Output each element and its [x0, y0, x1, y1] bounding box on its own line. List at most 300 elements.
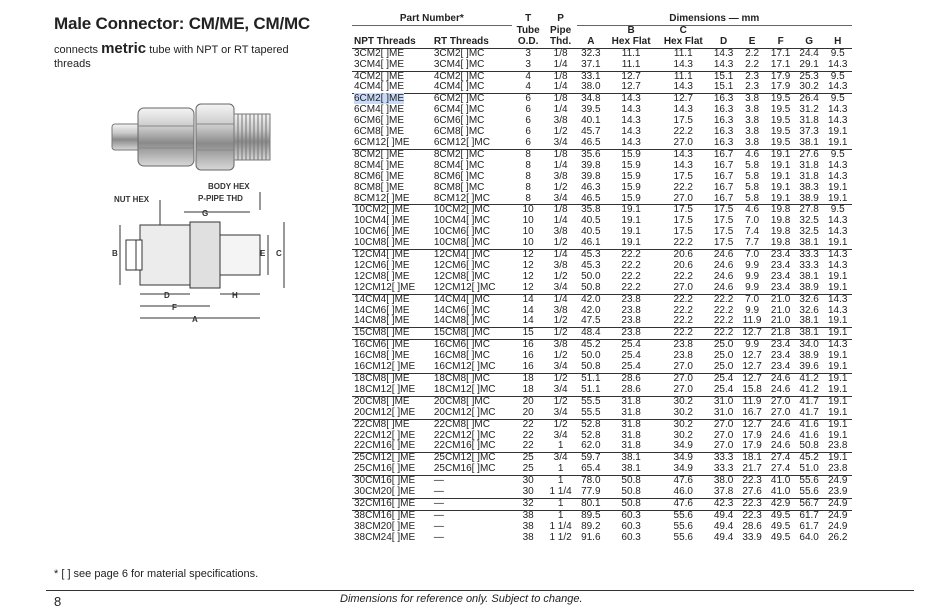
- cell-npt-text: 8CM12[ ]ME: [354, 192, 410, 204]
- cell-a-text: 35.8: [581, 204, 601, 216]
- cell-p-text: 1/2: [553, 270, 568, 282]
- cell-c: [657, 138, 709, 149]
- cell-h-text: 26.2: [827, 531, 848, 543]
- cell-g: [795, 441, 824, 452]
- cell-a: [577, 328, 606, 340]
- cell-p-text: 3/4: [553, 383, 568, 395]
- cell-t: [512, 487, 545, 498]
- cell-g-text: 41.2: [799, 373, 819, 384]
- cell-b-text: 28.6: [621, 373, 641, 384]
- cell-d-text: 31.0: [713, 395, 734, 407]
- cell-e-text: 28.6: [742, 520, 762, 532]
- cell-e-text: 9.9: [745, 304, 760, 316]
- cell-e-text: 5.8: [745, 159, 760, 171]
- cell-p-text: 1/2: [553, 395, 568, 407]
- cell-e-text: 9.9: [745, 259, 760, 271]
- cell-a-text: 89.2: [581, 520, 601, 532]
- cell-p-text: 3/8: [553, 339, 568, 351]
- cell-npt: [352, 328, 432, 340]
- cell-a: [577, 498, 606, 510]
- cell-c: [657, 82, 709, 93]
- cell-h: [823, 194, 852, 205]
- subtitle-prefix: connects: [54, 44, 99, 56]
- cell-f: [766, 385, 795, 396]
- cell-f-text: 17.1: [770, 58, 791, 70]
- cell-d-text: 17.5: [713, 215, 734, 227]
- cell-f: [766, 487, 795, 498]
- cell-p-text: 1/2: [553, 373, 568, 384]
- label-h: H: [232, 291, 238, 300]
- cell-d: [709, 441, 738, 452]
- cell-f-text: 21.0: [770, 304, 791, 316]
- cell-rt: [432, 283, 512, 294]
- cell-a-text: 39.8: [581, 170, 601, 182]
- cell-d-text: 15.1: [713, 81, 734, 93]
- cell-d: [709, 385, 738, 396]
- cell-g: [795, 385, 824, 396]
- cell-t-text: 8: [525, 148, 531, 160]
- cell-d-text: 25.0: [713, 361, 734, 373]
- cell-b-text: 12.7: [621, 81, 641, 93]
- cell-a-text: 42.0: [581, 293, 601, 305]
- cell-rt: [432, 60, 512, 71]
- cell-h-text: 19.1: [827, 126, 848, 138]
- cell-t-text: 16: [522, 350, 534, 362]
- cell-b-text: 50.8: [621, 497, 641, 509]
- cell-e-text: 12.7: [742, 418, 762, 430]
- cell-h-text: 19.1: [827, 136, 848, 148]
- cell-f-text: 23.4: [770, 281, 791, 293]
- cell-a-text: 48.4: [581, 327, 601, 339]
- cell-c: [657, 408, 709, 419]
- cell-b: [605, 283, 657, 294]
- cell-b: [605, 498, 657, 510]
- cell-e: [738, 283, 767, 294]
- cell-e-text: 17.9: [742, 429, 762, 441]
- cell-b-text: 15.9: [621, 170, 641, 182]
- cell-c-text: 22.2: [673, 315, 693, 327]
- cell-f-text: 27.0: [770, 395, 791, 407]
- cell-c-text: 17.5: [673, 115, 693, 127]
- cell-d-text: 17.5: [713, 204, 734, 216]
- cell-a-text: 45.3: [581, 249, 601, 261]
- cell-c-text: 30.2: [673, 418, 693, 430]
- cell-f-text: 19.1: [770, 181, 791, 193]
- cell-g: [795, 498, 824, 510]
- cell-d-text: 16.3: [713, 126, 734, 138]
- cell-a: [577, 60, 606, 71]
- cell-a-text: 42.0: [581, 304, 601, 316]
- cell-d-text: 24.6: [713, 259, 734, 271]
- cell-npt-text: 20CM12[ ]ME: [354, 406, 416, 418]
- cell-f-text: 19.5: [770, 93, 791, 105]
- cell-rt: [432, 238, 512, 249]
- cell-p: [545, 441, 577, 452]
- cell-c-text: 22.2: [673, 181, 693, 193]
- cell-npt-text: 38CM16[ ]ME: [354, 509, 416, 521]
- cell-e-text: 3.8: [745, 115, 760, 127]
- cell-t-text: 16: [522, 339, 534, 351]
- cell-g-text: 45.2: [799, 452, 819, 464]
- cell-f-text: 24.6: [770, 383, 791, 395]
- cell-e-text: 7.0: [745, 215, 760, 227]
- cell-a-text: 35.6: [581, 148, 601, 160]
- cell-rt-text: 16CM8[ ]MC: [433, 350, 490, 362]
- cell-b: [605, 316, 657, 327]
- cell-a-text: 50.8: [581, 281, 601, 293]
- table-row: [352, 194, 852, 205]
- cell-p: [545, 464, 577, 475]
- cell-a-text: 78.0: [581, 475, 601, 487]
- cell-d: [709, 487, 738, 498]
- cell-c-text: 14.3: [673, 104, 693, 116]
- cell-c: [657, 238, 709, 249]
- cell-p-text: 1/4: [553, 159, 568, 171]
- cell-e-text: 12.7: [742, 373, 762, 384]
- cell-h-text: 19.1: [827, 327, 848, 339]
- cell-g-text: 31.8: [799, 115, 819, 127]
- cell-rt-text: —: [433, 475, 444, 487]
- cell-p-text: 1/2: [553, 126, 568, 138]
- cell-f-text: 17.1: [770, 47, 791, 59]
- cell-b: [605, 60, 657, 71]
- cell-npt-text: 6CM6[ ]ME: [354, 115, 405, 127]
- cell-f-text: 24.6: [770, 418, 791, 430]
- cell-b: [605, 408, 657, 419]
- cell-c-text: 30.2: [673, 406, 693, 418]
- cell-t-text: 8: [525, 170, 531, 182]
- cell-npt-text: 16CM8[ ]ME: [354, 350, 410, 362]
- cell-p-text: 1/8: [553, 204, 568, 216]
- cell-f: [766, 408, 795, 419]
- cell-t-text: 3: [525, 47, 531, 59]
- cell-h-text: 19.1: [827, 373, 848, 384]
- cell-t-text: 18: [522, 383, 534, 395]
- cell-t-text: 20: [522, 395, 534, 407]
- cell-b-text: 23.8: [621, 315, 641, 327]
- cell-f: [766, 441, 795, 452]
- cell-g: [795, 238, 824, 249]
- cell-d: [709, 194, 738, 205]
- cell-g-text: 38.9: [799, 350, 819, 362]
- cell-npt-text: 10CM2[ ]ME: [354, 204, 410, 216]
- cell-p-text: 3/8: [553, 304, 568, 316]
- cell-c-text: 30.2: [673, 429, 693, 441]
- cell-b-text: 12.7: [621, 70, 641, 82]
- cell-a: [577, 408, 606, 419]
- cell-f-text: 49.5: [770, 509, 791, 521]
- cell-rt-text: 6CM4[ ]MC: [433, 104, 485, 116]
- cell-f-text: 21.0: [770, 293, 791, 305]
- cell-h-text: 19.1: [827, 429, 848, 441]
- header-part-number: Part Number*: [352, 14, 512, 25]
- cell-npt-text: 38CM24[ ]ME: [354, 531, 416, 543]
- cell-h-text: 14.3: [827, 104, 848, 116]
- cell-d-text: 25.0: [713, 350, 734, 362]
- cell-c-text: 47.6: [673, 497, 693, 509]
- cell-rt: [432, 487, 512, 498]
- col-d: D: [709, 37, 738, 48]
- cell-e-text: 22.3: [742, 475, 762, 487]
- cell-f-text: 17.9: [770, 81, 791, 93]
- cell-rt: [432, 385, 512, 396]
- cell-rt-text: 10CM8[ ]MC: [433, 237, 490, 249]
- cell-c-text: 14.3: [673, 81, 693, 93]
- cell-f-text: 24.6: [770, 373, 791, 384]
- cell-rt: [432, 194, 512, 205]
- cell-t-text: 38: [522, 520, 534, 532]
- cell-c: [657, 194, 709, 205]
- cell-g-text: 24.4: [799, 47, 819, 59]
- cell-e: [738, 316, 767, 327]
- cell-b-text: 14.3: [621, 115, 641, 127]
- cell-p: [545, 316, 577, 327]
- cell-t: [512, 194, 545, 205]
- cell-h-text: 14.3: [827, 304, 848, 316]
- cell-t-text: 14: [522, 304, 534, 316]
- cell-b-text: 22.2: [621, 259, 641, 271]
- cell-d-text: 16.7: [713, 159, 734, 171]
- cell-p-text: 3/8: [553, 259, 568, 271]
- cell-p: [545, 82, 577, 93]
- cell-npt: [352, 533, 432, 544]
- table-row: [352, 283, 852, 294]
- cell-t: [512, 328, 545, 340]
- col-b: Hex Flat: [605, 37, 657, 48]
- cell-a: [577, 238, 606, 249]
- cell-c-text: 34.9: [673, 440, 693, 452]
- cell-rt: [432, 138, 512, 149]
- cell-c-text: 27.0: [673, 383, 693, 395]
- cell-c: [657, 464, 709, 475]
- cell-npt-text: 25CM12[ ]ME: [354, 452, 416, 464]
- cell-g-text: 38.1: [799, 315, 819, 327]
- cell-e-text: 7.0: [745, 293, 760, 305]
- cell-t-text: 12: [522, 249, 534, 261]
- cell-b-text: 22.2: [621, 270, 641, 282]
- cell-f-text: 17.9: [770, 70, 791, 82]
- cell-t-text: 22: [522, 429, 534, 441]
- cell-b: [605, 328, 657, 340]
- cell-c-text: 12.7: [673, 93, 693, 105]
- cell-npt-text: 38CM20[ ]ME: [354, 520, 416, 532]
- cell-c: [657, 328, 709, 340]
- cell-f-text: 49.5: [770, 531, 791, 543]
- cell-p-text: 3/4: [553, 361, 568, 373]
- cell-p-text: 3/4: [553, 192, 568, 204]
- cell-npt-text: 8CM6[ ]ME: [354, 170, 405, 182]
- table-row: [352, 316, 852, 327]
- cell-npt-text: 22CM16[ ]ME: [354, 440, 416, 452]
- cell-e-text: 7.4: [745, 226, 760, 238]
- cell-e-text: 5.8: [745, 192, 760, 204]
- cell-p-text: 1 1/4: [549, 520, 572, 532]
- cell-t: [512, 82, 545, 93]
- cell-c: [657, 498, 709, 510]
- cell-t-text: 10: [522, 215, 534, 227]
- cell-g: [795, 138, 824, 149]
- table-row: [352, 138, 852, 149]
- cell-c-text: 23.8: [673, 339, 693, 351]
- cell-a-text: 33.1: [581, 70, 601, 82]
- cell-e-text: 7.0: [745, 249, 760, 261]
- cell-e: [738, 60, 767, 71]
- cell-h: [823, 487, 852, 498]
- cell-c: [657, 316, 709, 327]
- col-g: G: [795, 37, 824, 48]
- cell-a: [577, 385, 606, 396]
- cell-g-text: 30.2: [799, 81, 819, 93]
- cell-g-text: 29.1: [799, 58, 819, 70]
- cell-c-text: 46.0: [673, 486, 693, 498]
- cell-g-text: 33.3: [799, 249, 819, 261]
- label-nut-hex: NUT HEX: [114, 195, 150, 204]
- cell-g-text: 41.2: [799, 383, 819, 395]
- cell-a-text: 46.3: [581, 181, 601, 193]
- cell-a-text: 47.5: [581, 315, 601, 327]
- cell-t: [512, 441, 545, 452]
- cell-d: [709, 533, 738, 544]
- left-panel: [54, 14, 344, 71]
- cell-p-text: 1/2: [553, 315, 568, 327]
- cell-d-text: 49.4: [713, 509, 734, 521]
- cell-g: [795, 533, 824, 544]
- cell-p-text: 1/4: [553, 81, 568, 93]
- cell-b-text: 15.9: [621, 159, 641, 171]
- cell-rt: [432, 82, 512, 93]
- cell-a-text: 55.5: [581, 395, 601, 407]
- cell-h-text: 9.5: [830, 93, 845, 105]
- cell-e-text: 2.2: [745, 58, 760, 70]
- cell-d: [709, 362, 738, 373]
- cell-f-text: 27.0: [770, 406, 791, 418]
- cell-h-text: 14.3: [827, 58, 848, 70]
- cell-d-text: 16.3: [713, 93, 734, 105]
- cell-p-text: 3/4: [553, 281, 568, 293]
- cell-p: [545, 498, 577, 510]
- cell-f: [766, 60, 795, 71]
- cell-npt: [352, 238, 432, 249]
- cell-c: [657, 385, 709, 396]
- cell-p-text: 1: [557, 497, 564, 509]
- cell-a-text: 65.4: [581, 463, 601, 475]
- cell-p-text: 1/2: [553, 418, 568, 430]
- cell-b-text: 15.9: [621, 181, 641, 193]
- cell-t-text: 12: [522, 281, 534, 293]
- header-row-2: [352, 25, 852, 36]
- cell-p-text: 1/4: [553, 293, 568, 305]
- cell-rt-text: 8CM4[ ]MC: [433, 159, 485, 171]
- cell-c-text: 22.2: [673, 237, 693, 249]
- cell-b-text: 60.3: [621, 509, 641, 521]
- cell-rt-text: 16CM6[ ]MC: [433, 339, 490, 351]
- cell-p-text: 3/8: [553, 170, 568, 182]
- cell-c-text: 55.6: [673, 509, 693, 521]
- cell-t-text: 15: [522, 327, 534, 339]
- cell-c-text: 27.0: [673, 192, 693, 204]
- cell-p: [545, 138, 577, 149]
- cell-d-text: 16.3: [713, 115, 734, 127]
- cell-g: [795, 464, 824, 475]
- cell-b-text: 38.1: [621, 452, 641, 464]
- cell-a: [577, 487, 606, 498]
- cell-npt-text: 10CM8[ ]ME: [354, 237, 410, 249]
- cell-rt-text: 4CM4[ ]MC: [433, 81, 485, 93]
- table-row: [352, 385, 852, 396]
- cell-a: [577, 82, 606, 93]
- cell-c-text: 34.9: [673, 452, 693, 464]
- cell-a: [577, 441, 606, 452]
- cell-t-text: 4: [525, 70, 531, 82]
- cell-t: [512, 498, 545, 510]
- cell-npt-text: 8CM4[ ]ME: [354, 159, 405, 171]
- cell-b: [605, 385, 657, 396]
- cell-npt: [352, 60, 432, 71]
- label-p-pipe: P-PIPE THD: [198, 194, 243, 203]
- cell-rt: [432, 533, 512, 544]
- cell-e: [738, 464, 767, 475]
- cell-e-text: 5.8: [745, 181, 760, 193]
- cell-t-text: 25: [522, 463, 534, 475]
- cell-d-text: 37.8: [713, 486, 734, 498]
- cell-f: [766, 194, 795, 205]
- cell-g: [795, 316, 824, 327]
- cell-f: [766, 328, 795, 340]
- cell-p-text: 3/8: [553, 115, 568, 127]
- footnote: * [ ] see page 6 for material specifications.: [54, 568, 259, 580]
- cell-b-text: 60.3: [621, 520, 641, 532]
- cell-rt-text: 25CM16[ ]MC: [433, 463, 496, 475]
- cell-d: [709, 238, 738, 249]
- cell-f: [766, 138, 795, 149]
- cell-d-text: 16.7: [713, 148, 734, 160]
- cell-a-text: 51.1: [581, 373, 601, 384]
- cell-h-text: 19.1: [827, 395, 848, 407]
- cell-a-text: 50.8: [581, 361, 601, 373]
- cell-a-text: 39.8: [581, 159, 601, 171]
- cell-npt-text: 14CM8[ ]ME: [354, 315, 410, 327]
- cell-rt-text: 6CM12[ ]MC: [433, 136, 490, 148]
- cell-npt: [352, 464, 432, 475]
- cell-g-text: 26.4: [799, 93, 819, 105]
- cell-b-text: 28.6: [621, 383, 641, 395]
- cell-b: [605, 533, 657, 544]
- cell-b: [605, 238, 657, 249]
- cell-rt-text: 14CM8[ ]MC: [433, 315, 490, 327]
- cell-rt: [432, 316, 512, 327]
- cell-d-text: 49.4: [713, 520, 734, 532]
- cell-e-text: 21.7: [742, 463, 762, 475]
- cell-rt-text: 16CM12[ ]MC: [433, 361, 496, 373]
- cell-b-text: 31.8: [621, 440, 641, 452]
- cell-d-text: 22.2: [713, 327, 734, 339]
- cell-h-text: 14.3: [827, 226, 848, 238]
- cell-c-text: 27.0: [673, 136, 693, 148]
- cell-e-text: 22.3: [742, 497, 762, 509]
- cell-b-text: 25.4: [621, 339, 641, 351]
- cell-p: [545, 408, 577, 419]
- cell-h-text: 14.3: [827, 215, 848, 227]
- cell-rt-text: 20CM8[ ]MC: [433, 395, 490, 407]
- table-row: [352, 441, 852, 452]
- cell-e: [738, 385, 767, 396]
- cell-e-text: 17.9: [742, 440, 762, 452]
- subtitle-suffix: tube with NPT or RT tapered threads: [54, 44, 289, 70]
- cell-p-text: 1/8: [553, 93, 568, 105]
- cell-e-text: 7.7: [745, 237, 760, 249]
- cell-g-text: 38.1: [799, 270, 819, 282]
- cell-g-text: 32.5: [799, 226, 819, 238]
